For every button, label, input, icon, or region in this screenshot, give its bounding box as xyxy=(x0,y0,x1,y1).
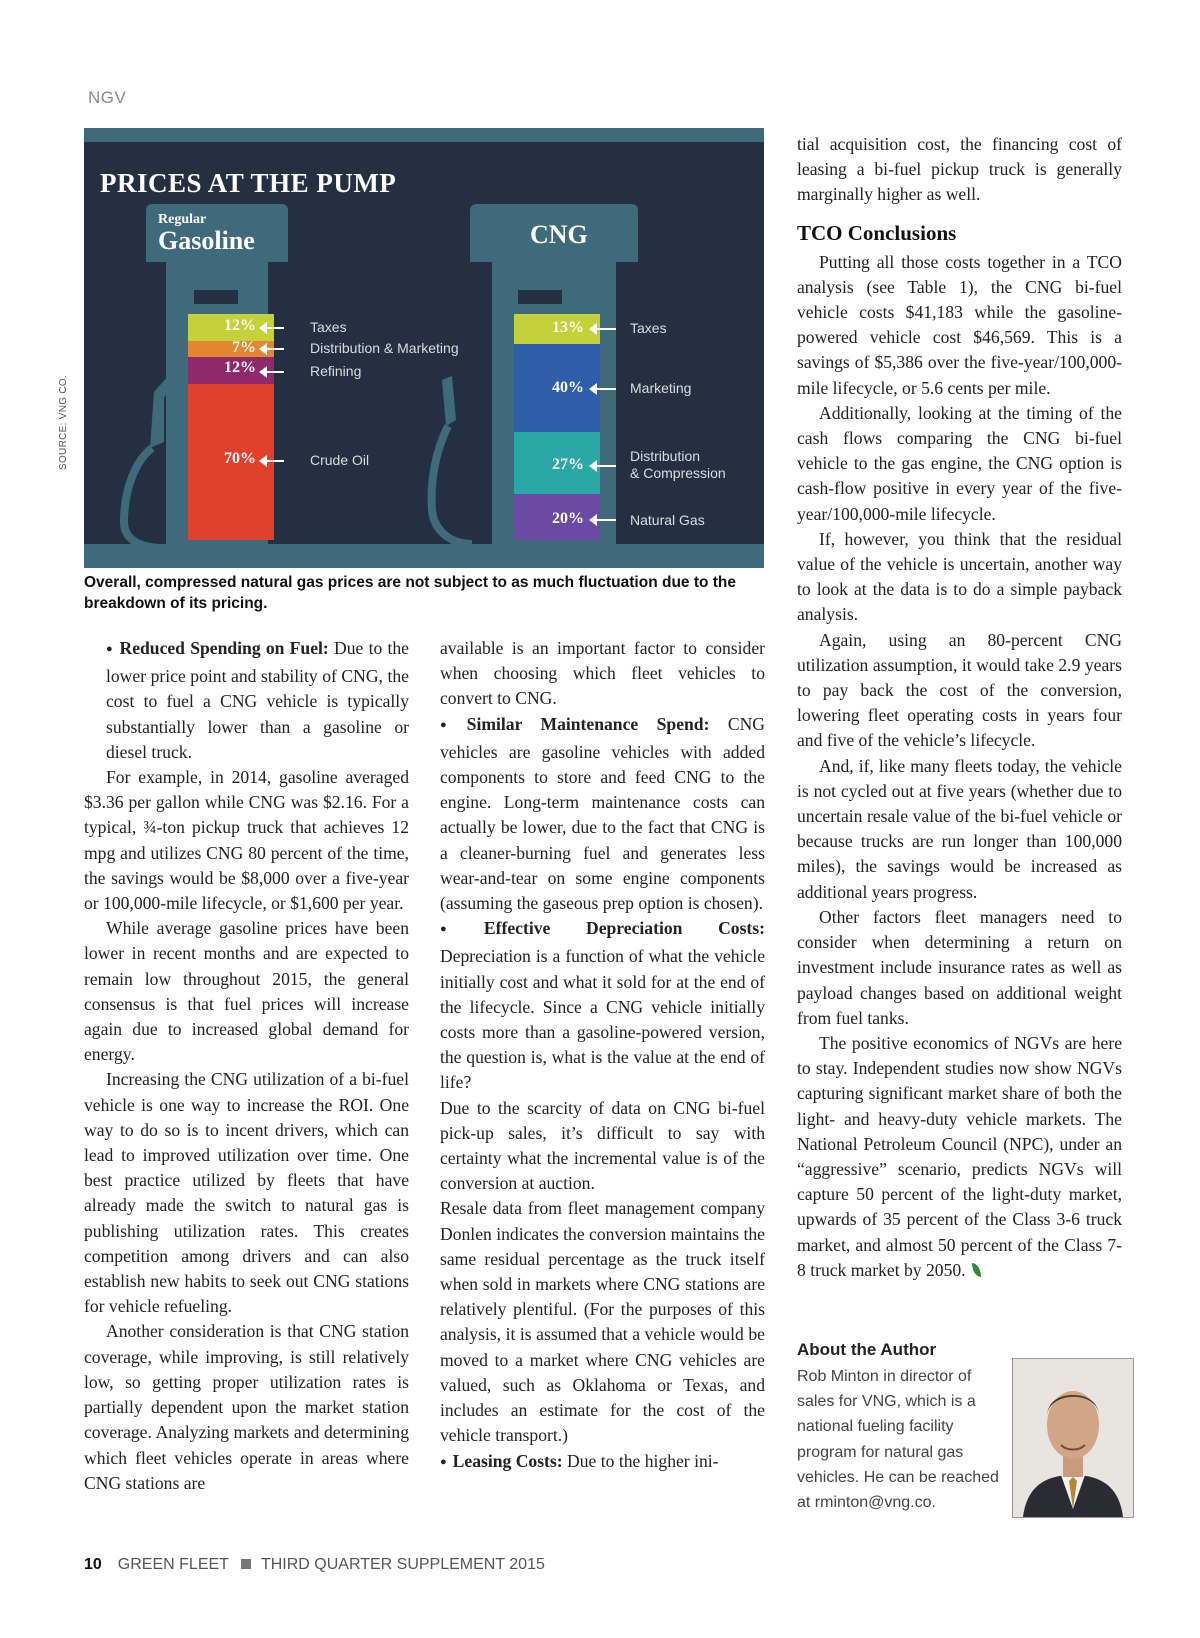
cng-nozzle-icon xyxy=(416,360,486,550)
cng-pct-marketing: 40% xyxy=(552,379,584,396)
paragraph: Increasing the CNG utilization of a bi-fuel vehicle is one way to increase the ROI. One way to do so is to incent drivers, which can lead to improved utilization over time. One best practice utilized by fleets that have already made the switch to natural gas is publishing utilization rates. This creates competition among drivers and can also establish new habits to seek out CNG stations for vehicle refueling. xyxy=(84,1069,409,1317)
article-column-1 xyxy=(84,636,409,1496)
cng-label: CNG xyxy=(530,220,588,249)
gasoline-label-large: Gasoline xyxy=(158,226,255,255)
page-number: 10 xyxy=(84,1556,102,1573)
paragraph: Resale data from fleet management company Donlen indicates the conversion maintains the same residual percentage as the truck itself when sold in markets where CNG stations are relatively plentiful. (For the purposes of this analysis, it is assumed that a vehicle would be moved to a market where CNG vehicles are valued, such as Oklahoma or Texas, and includes an estimate for the cost of the vehicle transport.) xyxy=(440,1198,765,1446)
paragraph xyxy=(440,1449,765,1477)
gasoline-pct-refining: 12% xyxy=(224,359,256,376)
paragraph: And, if, like many fleets today, the vehicle is not cycled out at five years (whether due to uncertain resale value of the bi-fuel vehicle or because trucks are run longer than 100,000 miles), the savings would be increased as additional years progress. xyxy=(797,755,1122,902)
paragraph: Other factors fleet managers need to consider when determining a return on investment include insurance rates as well as payload changes based on additional weight from fuel tanks. xyxy=(797,906,1122,1028)
paragraph: tial acquisition cost, the financing cost of leasing a bi-fuel pickup truck is generally marginally higher as well. xyxy=(797,134,1122,205)
arrow-icon xyxy=(266,460,284,462)
paragraph xyxy=(84,636,409,765)
gasoline-nozzle-icon xyxy=(94,352,190,552)
cng-pct-natural-gas: 20% xyxy=(552,510,584,527)
cng-callout-distribution: Distribution xyxy=(630,448,701,464)
author-bio: Rob Minton in director of sales for VNG, which is a national fueling facility program for natural gas vehicles. He can be reached at rminton@vng.co. xyxy=(797,1368,999,1512)
bullet-heading: Leasing Costs: xyxy=(452,1450,563,1471)
paragraph: While average gasoline prices have been lower in recent months and are expected to remain low throughout 2015, the general consensus is that fuel prices will increase again due to increased global demand for energy. xyxy=(84,918,409,1065)
page-footer xyxy=(84,1556,545,1574)
arrow-icon xyxy=(596,388,616,390)
paragraph-text: Due to the lower price point and stability of CNG, the cost to fuel a CNG vehicle is typically substantially lower than a gasoline or diesel truck. xyxy=(106,638,409,762)
leaf-icon xyxy=(972,1263,981,1277)
author-portrait-icon xyxy=(1013,1359,1133,1517)
issue-name: THIRD QUARTER SUPPLEMENT 2015 xyxy=(260,1556,545,1573)
gasoline-callout-refining: Refining xyxy=(310,363,362,379)
pump-base xyxy=(84,544,764,568)
paragraph: For example, in 2014, gasoline averaged $3.36 per gallon while CNG was $2.16. For a typical, ¾-ton pickup truck that achieves 12 mpg and utilizes CNG 80 percent of the time, the savings would be $8,000 over a five-year or 100,000-mile lifecycle, or $1,600 per year. xyxy=(84,767,409,914)
cng-pct-distribution-compression: 27% xyxy=(552,456,584,473)
paragraph-text: The positive economics of NGVs are here to stay. Independent studies now show NGVs capturing significant market share of both the light- and heavy-duty vehicle markets. The National Petroleum Council (NPC), under an “aggressive” scenario, predicts NGVs will capture 50 percent of the light-duty market, upwards of 35 percent of the Class 3-6 truck market, and almost 50 percent of the Class 7-8 truck market by 2050. xyxy=(797,1032,1122,1280)
paragraph-text: CNG vehicles are gasoline vehicles with added components to store and feed CNG to the engine. Long-term maintenance costs can actually be lower, due to the fact that CNG is a cleaner-burning fuel and generates less wear-and-tear on some engine components (assuming the gaseous prep option is chosen). xyxy=(440,713,765,914)
arrow-icon xyxy=(596,328,616,330)
gasoline-pct-taxes: 12% xyxy=(224,317,256,334)
paragraph xyxy=(440,916,765,1095)
author-photo xyxy=(1012,1358,1134,1518)
cng-callout-compression: & Compression xyxy=(630,465,726,481)
gasoline-callout-crude-oil: Crude Oil xyxy=(310,452,370,468)
cng-callout-taxes: Taxes xyxy=(630,320,667,336)
paragraph: Additionally, looking at the timing of the cash flows comparing the CNG bi-fuel vehicle to the gas engine, the CNG option is cash-flow positive in every year of the five-year/100,000-mile lifecycle. xyxy=(797,402,1122,524)
bullet-heading: Effective Depreciation Costs: xyxy=(483,918,765,939)
paragraph: If, however, you think that the residual value of the vehicle is uncertain, another way to look at the data is to do a simple payback analysis. xyxy=(797,528,1122,625)
paragraph: Another consideration is that CNG station coverage, while improving, is still relatively low, so getting proper utilization rates is partially dependent upon the market station coverage. Analyzing markets and determining which fleet vehicles operate in areas where CNG stations are xyxy=(84,1321,409,1493)
paragraph xyxy=(440,712,765,917)
cng-pct-taxes: 13% xyxy=(552,319,584,336)
paragraph: Putting all those costs together in a TCO analysis (see Table 1), the CNG bi-fuel vehicle costs $41,183 while the gasoline-powered vehicle cost $46,569. This is a savings of $5,386 over the five-year/100,000-mile lifecycle, or 5.6 cents per mile. xyxy=(797,251,1122,398)
article-column-3 xyxy=(797,132,1122,1283)
arrow-icon xyxy=(266,371,284,373)
gasoline-display-icon xyxy=(194,290,238,304)
gasoline-callout-taxes: Taxes xyxy=(310,319,347,335)
paragraph-text: Due to the higher ini- xyxy=(562,1450,719,1471)
arrow-icon xyxy=(596,465,616,467)
source-credit: SOURCE: VNG CO. xyxy=(58,374,69,470)
infographic-title: PRICES AT THE PUMP xyxy=(100,168,397,198)
section-heading: TCO Conclusions xyxy=(797,220,957,245)
prices-at-the-pump-infographic xyxy=(84,128,764,568)
cng-callout-marketing: Marketing xyxy=(630,380,692,396)
bullet-heading: Similar Maintenance Spend: xyxy=(466,713,710,734)
paragraph xyxy=(797,1031,1122,1283)
cng-bar xyxy=(514,314,600,540)
paragraph-text: Depreciation is a function of what the vehicle initially cost and what it sold for at the end of the lifecycle. Since a CNG vehicle initially costs more than a gasoline-powered version, the question is, what is the value at the end of life? xyxy=(440,946,765,1093)
arrow-icon xyxy=(266,348,284,350)
arrow-icon xyxy=(266,327,284,329)
cng-display-icon xyxy=(518,290,562,304)
bullet-heading: Reduced Spending on Fuel: xyxy=(119,638,329,658)
article-column-2 xyxy=(440,636,765,1477)
gasoline-pct-distribution-marketing: 7% xyxy=(232,339,256,356)
publication-name: GREEN FLEET xyxy=(117,1556,229,1573)
author-heading: About the Author xyxy=(797,1340,937,1359)
gasoline-label-small: Regular xyxy=(158,212,207,227)
gasoline-pct-crude-oil: 70% xyxy=(224,450,256,467)
arrow-icon xyxy=(596,519,616,521)
gasoline-callout-distribution-marketing: Distribution & Marketing xyxy=(310,340,459,356)
figure-caption: Overall, compressed natural gas prices are not subject to as much fluctuation due to the breakdown of its pricing. xyxy=(84,574,737,612)
section-label: NGV xyxy=(88,88,127,107)
square-icon xyxy=(241,1559,251,1569)
cng-callout-natural-gas: Natural Gas xyxy=(630,512,705,528)
paragraph: Again, using an 80-percent CNG utilization assumption, it would take 2.9 years to pay back the cost of the conversion, lowering fleet operating costs in years four and five of the vehicle’s lifecycle. xyxy=(797,629,1122,751)
paragraph: Due to the scarcity of data on CNG bi-fuel pick-up sales, it’s difficult to say with certainty what the incremental value is of the conversion at auction. xyxy=(440,1097,765,1194)
paragraph: available is an important factor to consider when choosing which fleet vehicles to convert to CNG. xyxy=(440,638,765,709)
